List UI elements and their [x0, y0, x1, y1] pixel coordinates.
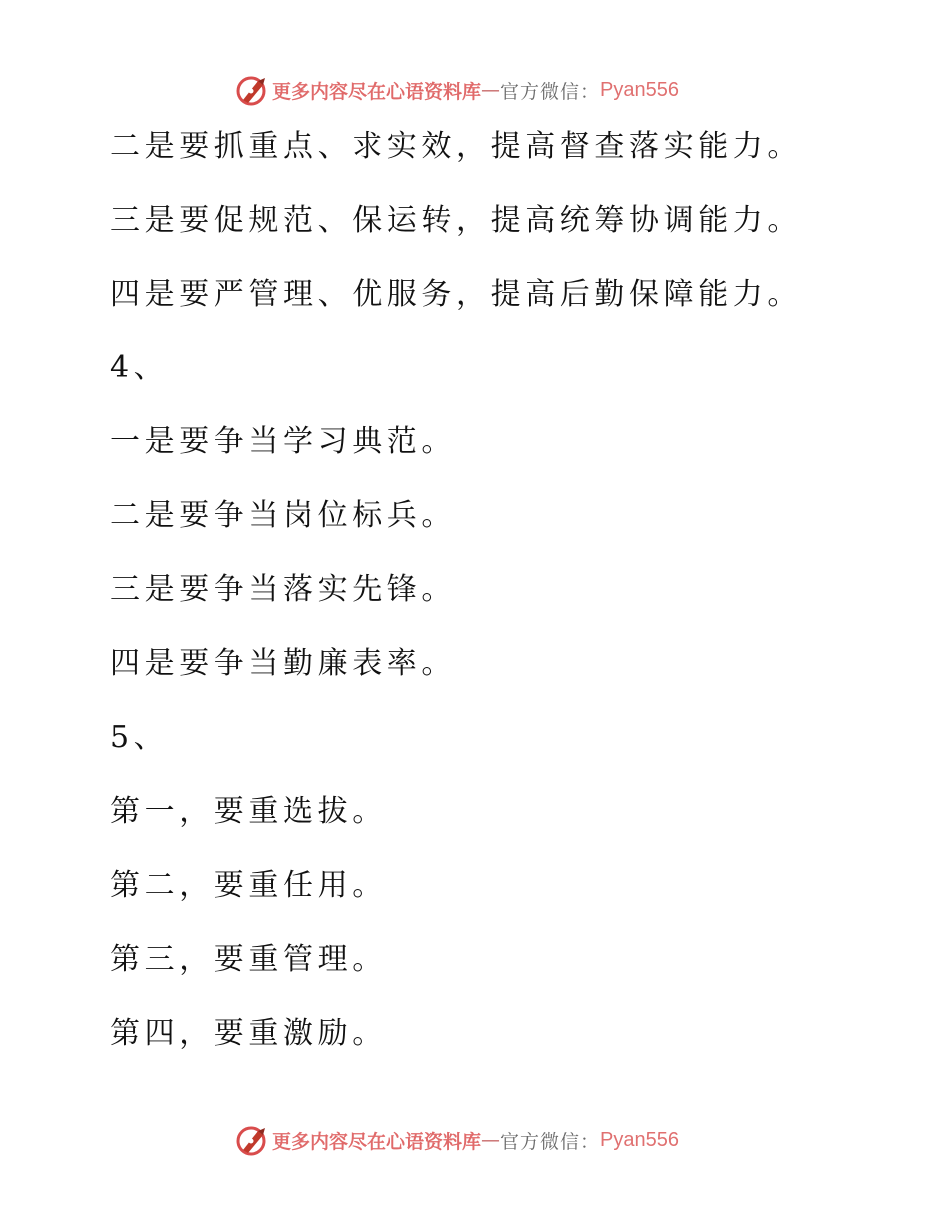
banner-wechat-label: 官方微信： — [500, 1130, 601, 1153]
text-line: 四是要争当勤廉表率。 — [110, 646, 456, 681]
banner-wechat-label: 官方微信： — [500, 80, 601, 103]
footer-banner — [234, 1122, 679, 1158]
section-number: 4、 — [110, 350, 169, 385]
text-line: 三是要促规范、保运转，提高统筹协调能力。 — [110, 203, 802, 238]
text-line: 第一，要重选拔。 — [110, 794, 387, 829]
text-line: 四是要严管理、优服务，提高后勤保障能力。 — [110, 277, 802, 312]
text-line: 一是要争当学习典范。 — [110, 424, 456, 459]
banner-dash: — — [481, 1129, 501, 1151]
header-banner — [234, 72, 679, 108]
text-line: 第三，要重管理。 — [110, 942, 387, 977]
text-line: 第二，要重任用。 — [110, 868, 387, 903]
pen-logo-icon — [234, 1123, 268, 1157]
text-line: 第四，要重激励。 — [110, 1016, 387, 1051]
banner-wechat-id: Pyan556 — [600, 1128, 679, 1151]
text-line: 三是要争当落实先锋。 — [110, 572, 456, 607]
banner-text: 更多内容尽在心语资料库 — [272, 1130, 482, 1153]
text-line: 二是要争当岗位标兵。 — [110, 498, 456, 533]
banner-wechat-id: Pyan556 — [600, 78, 679, 101]
text-line: 二是要抓重点、求实效，提高督查落实能力。 — [110, 129, 802, 164]
pen-logo-icon — [234, 73, 268, 107]
section-number: 5、 — [110, 720, 169, 755]
banner-text: 更多内容尽在心语资料库 — [272, 80, 482, 103]
banner-dash: — — [481, 79, 501, 101]
